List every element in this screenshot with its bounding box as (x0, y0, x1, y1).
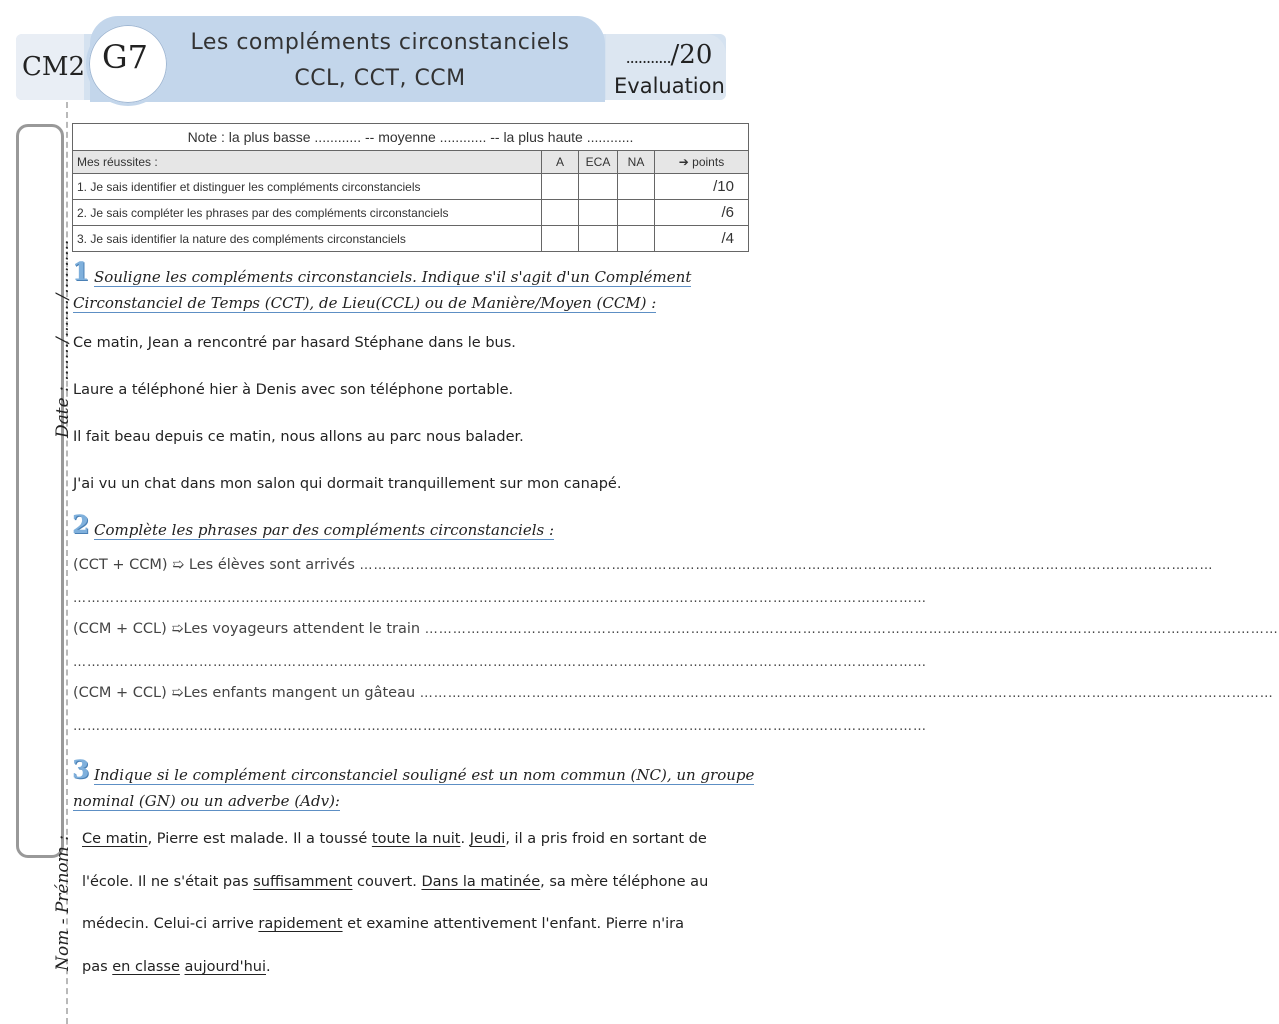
col-success: Mes réussites : (73, 151, 542, 174)
row-label: 1. Je sais identifier et distinguer les compléments circonstanciels (73, 174, 542, 200)
exercise-3-line (82, 831, 742, 847)
text: . (266, 959, 271, 975)
exercise-2-number: 2 (72, 510, 90, 539)
answer-line[interactable]: ………………………………………………………………………………………………………………………………………………………………… (359, 558, 1214, 573)
check-a[interactable] (542, 174, 579, 200)
note-cell[interactable]: Note : la plus basse ............ -- moyenne ............ -- la plus haute ............ (73, 124, 749, 151)
check-na[interactable] (618, 226, 655, 252)
name-field[interactable]: Nom - Prénom : (53, 835, 73, 971)
col-points: ➔ points (655, 151, 749, 174)
evaluation-table (72, 123, 749, 252)
answer-line[interactable]: ………………………………………………………………………………………………………………………………………………………………… (73, 719, 927, 734)
row-points[interactable]: /10 (655, 174, 749, 200)
text: . (460, 831, 470, 847)
page-title-line2: CCL, CCT, CCM (294, 66, 466, 91)
row-label: 2. Je sais compléter les phrases par des compléments circonstanciels (73, 200, 542, 226)
exercise-1-sentence[interactable]: Il fait beau depuis ce matin, nous allons au parc nous balader. (73, 429, 524, 445)
evaluation-label: Evaluation (614, 74, 725, 98)
instruction-text: nominal (GN) ou un adverbe (Adv): (73, 792, 340, 810)
check-a[interactable] (542, 226, 579, 252)
check-eca[interactable] (579, 200, 618, 226)
instruction-text: Complète les phrases par des compléments circonstanciels : (94, 521, 555, 539)
code-label: G7 (102, 38, 148, 76)
col-na: NA (618, 151, 655, 174)
exercise-3-instruction-line1 (94, 762, 754, 788)
underlined-complement[interactable]: Jeudi (469, 831, 506, 847)
underlined-complement[interactable]: Dans la matinée (421, 874, 541, 890)
score-field[interactable] (614, 40, 724, 70)
underlined-complement[interactable]: toute la nuit (371, 831, 461, 847)
row-label: 3. Je sais identifier la nature des compléments circonstanciels (73, 226, 542, 252)
underlined-complement[interactable]: Ce matin (82, 831, 148, 847)
student-info-box (16, 124, 73, 971)
note-row (73, 124, 749, 151)
date-field[interactable]: Date : ......./......./.......... (53, 239, 73, 438)
exercise-3-line (82, 959, 742, 975)
underlined-complement[interactable]: en classe (112, 959, 180, 975)
exercise-1-sentence[interactable]: J'ai vu un chat dans mon salon qui dormait tranquillement sur mon canapé. (73, 476, 622, 492)
text: , il a pris froid en sortant de (505, 831, 707, 847)
exercise-3-number: 3 (72, 755, 90, 784)
table-row (73, 200, 749, 226)
exercise-2-instruction (94, 517, 554, 543)
table-row (73, 174, 749, 200)
underlined-complement[interactable]: suffisamment (253, 874, 353, 890)
table-header-row (73, 151, 749, 174)
item-prompt: (CCT + CCM) ➯ Les élèves sont arrivés (73, 557, 360, 573)
instruction-text: Souligne les compléments circonstanciels. Indique s'il s'agit d'un Complément (94, 268, 692, 286)
check-na[interactable] (618, 174, 655, 200)
answer-line[interactable]: ………………………………………………………………………………………………………………………………………………………………… (73, 591, 927, 606)
score-dots: ........... (625, 48, 671, 67)
exercise-3-instruction-line2 (73, 788, 340, 814)
page-title-line1: Les compléments circonstanciels (190, 30, 570, 55)
text: médecin. Celui-ci arrive (82, 916, 259, 932)
answer-line[interactable]: ………………………………………………………………………………………………………………………………………………………………… (419, 686, 1274, 701)
exercise-1-number: 1 (72, 257, 90, 286)
text: couvert. (352, 874, 422, 890)
col-eca: ECA (579, 151, 618, 174)
check-eca[interactable] (579, 174, 618, 200)
answer-line[interactable]: ………………………………………………………………………………………………………………………………………………………………… (73, 655, 927, 670)
text: l'école. Il ne s'était pas (82, 874, 254, 890)
table-row (73, 226, 749, 252)
check-eca[interactable] (579, 226, 618, 252)
exercise-1-instruction-line2 (73, 290, 656, 316)
row-points[interactable]: /4 (655, 226, 749, 252)
check-a[interactable] (542, 200, 579, 226)
row-points[interactable]: /6 (655, 200, 749, 226)
exercise-1-sentence[interactable]: Laure a téléphoné hier à Denis avec son téléphone portable. (73, 382, 514, 398)
answer-line[interactable]: ………………………………………………………………………………………………………………………………………………………………… (424, 622, 1279, 637)
item-prompt: (CCM + CCL) ➯Les voyageurs attendent le train (73, 621, 425, 637)
level-label: CM2 (22, 52, 86, 82)
text: , Pierre est malade. Il a toussé (147, 831, 372, 847)
exercise-3-line (82, 916, 742, 932)
col-a: A (542, 151, 579, 174)
exercise-2-item[interactable] (73, 557, 1214, 573)
text: et examine attentivement l'enfant. Pierre n'ira (342, 916, 685, 932)
score-total: /20 (670, 40, 713, 70)
underlined-complement[interactable]: aujourd'hui (184, 959, 266, 975)
check-na[interactable] (618, 200, 655, 226)
item-prompt: (CCM + CCL) ➯Les enfants mangent un gâteau (73, 685, 420, 701)
exercise-3-line (82, 874, 742, 890)
instruction-text: Circonstanciel de Temps (CCT), de Lieu(CCL) ou de Manière/Moyen (CCM) : (73, 294, 657, 312)
text: , sa mère téléphone au (540, 874, 709, 890)
exercise-1-sentence[interactable]: Ce matin, Jean a rencontré par hasard Stéphane dans le bus. (73, 335, 516, 351)
exercise-2-item[interactable] (73, 685, 1274, 701)
instruction-text: Indique si le complément circonstanciel souligné est un nom commun (NC), un groupe (94, 766, 755, 784)
exercise-2-item[interactable] (73, 621, 1279, 637)
underlined-complement[interactable]: rapidement (258, 916, 343, 932)
text: pas (82, 959, 113, 975)
exercise-1-instruction-line1 (94, 264, 691, 290)
